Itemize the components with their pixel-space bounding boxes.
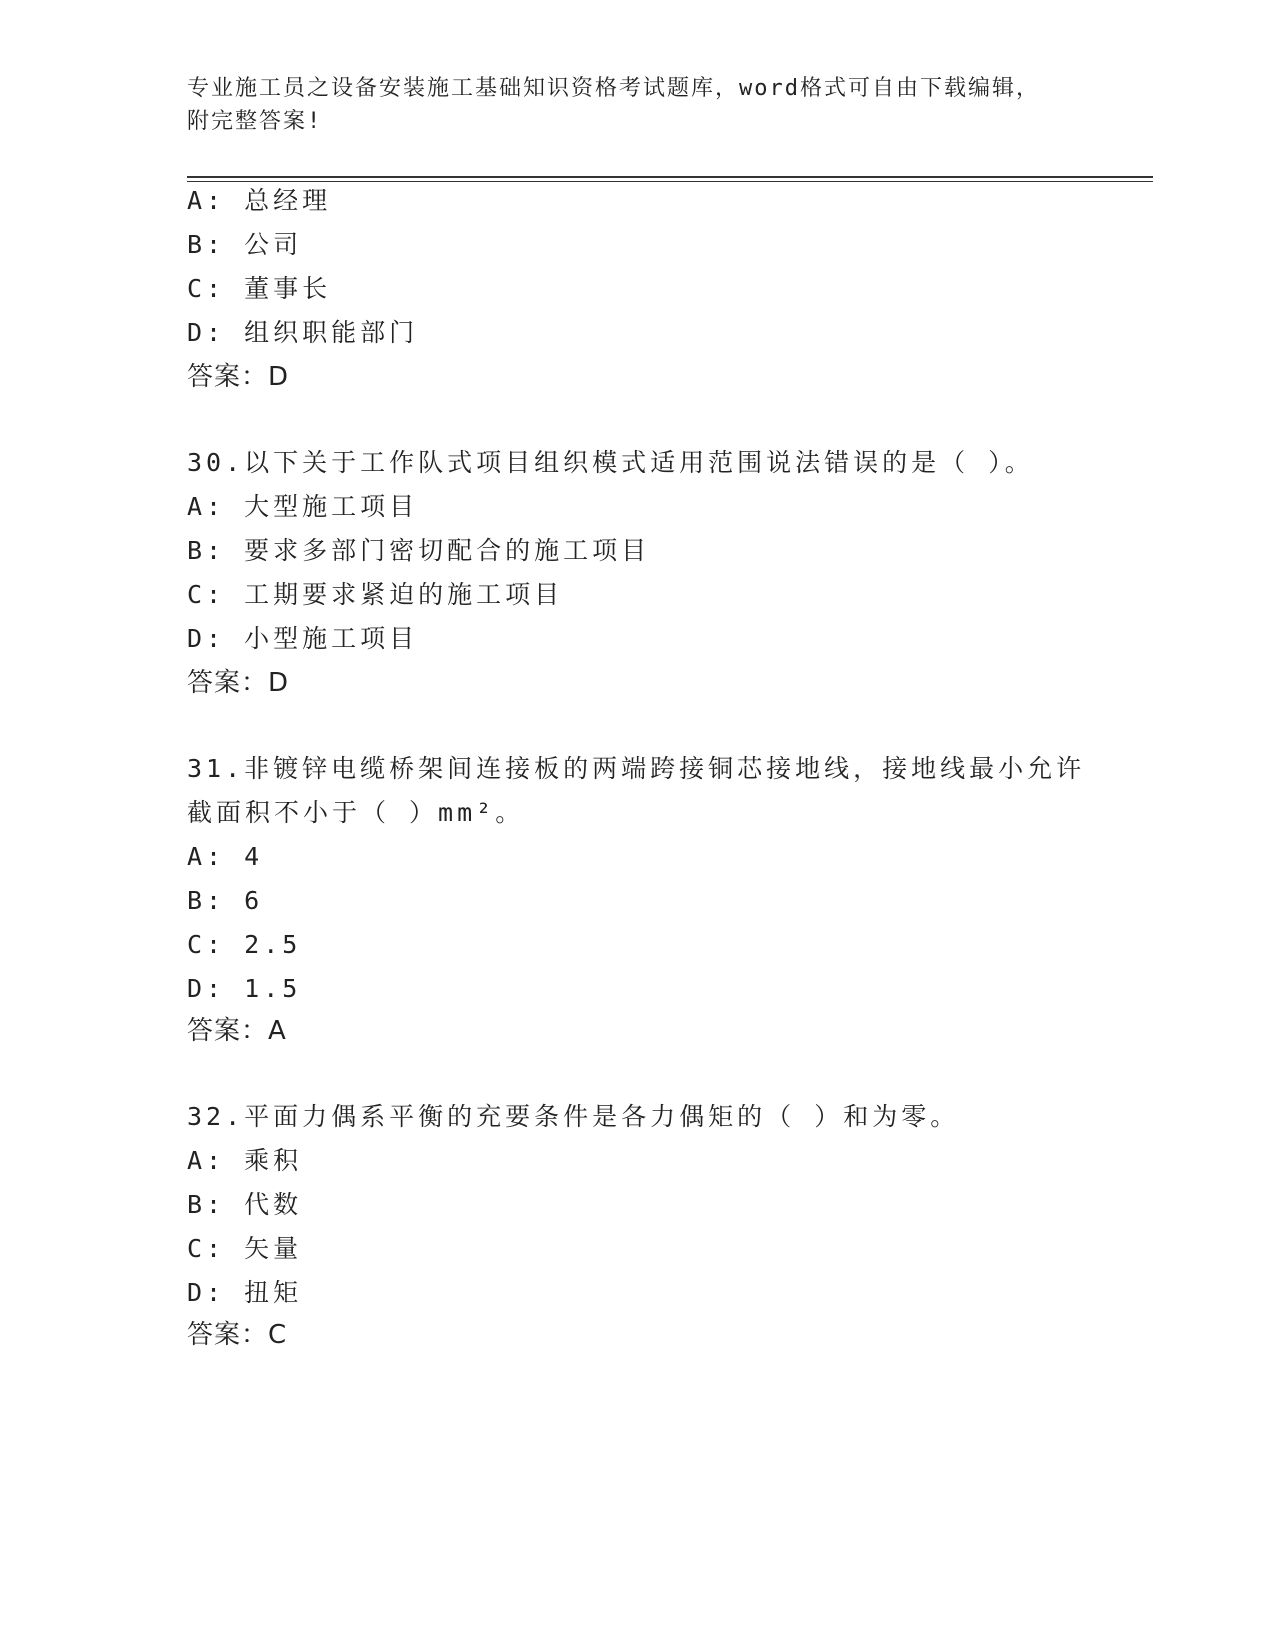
header-divider [187,176,1153,182]
option-b: B: 公司 [187,230,303,259]
question-stem: 31.非镀锌电缆桥架间连接板的两端跨接铜芯接地线，接地线最小允许 [187,754,1086,783]
option-d: D: 1.5 [187,974,302,1003]
option-b: B: 6 [187,886,264,915]
answer-label: 答案：C [187,1320,288,1350]
option-b: B: 代数 [187,1190,303,1219]
option-c: C: 董事长 [187,274,332,303]
option-a: A: 大型施工项目 [187,492,419,521]
option-c: C: 矢量 [187,1234,303,1263]
option-d: D: 组织职能部门 [187,318,419,347]
answer-label: 答案：A [187,1016,287,1046]
answer-label: 答案：D [187,668,290,698]
option-a: A: 4 [187,842,264,871]
header-line-1: 专业施工员之设备安装施工基础知识资格考试题库，word格式可自由下载编辑， [187,76,1040,101]
option-a: A: 总经理 [187,186,332,215]
option-a: A: 乘积 [187,1146,303,1175]
option-b: B: 要求多部门密切配合的施工项目 [187,536,651,565]
question-stem: 32.平面力偶系平衡的充要条件是各力偶矩的（ ）和为零。 [187,1102,960,1131]
option-d: D: 小型施工项目 [187,624,419,653]
option-d: D: 扭矩 [187,1278,303,1307]
header-line-2: 附完整答案! [187,109,323,134]
answer-label: 答案：D [187,362,290,392]
question-stem: 30.以下关于工作队式项目组织模式适用范围说法错误的是（ ）。 [187,448,1034,477]
question-stem-continued: 截面积不小于（ ）mm²。 [187,798,525,827]
option-c: C: 工期要求紧迫的施工项目 [187,580,564,609]
option-c: C: 2.5 [187,930,302,959]
document-header [187,72,1067,138]
